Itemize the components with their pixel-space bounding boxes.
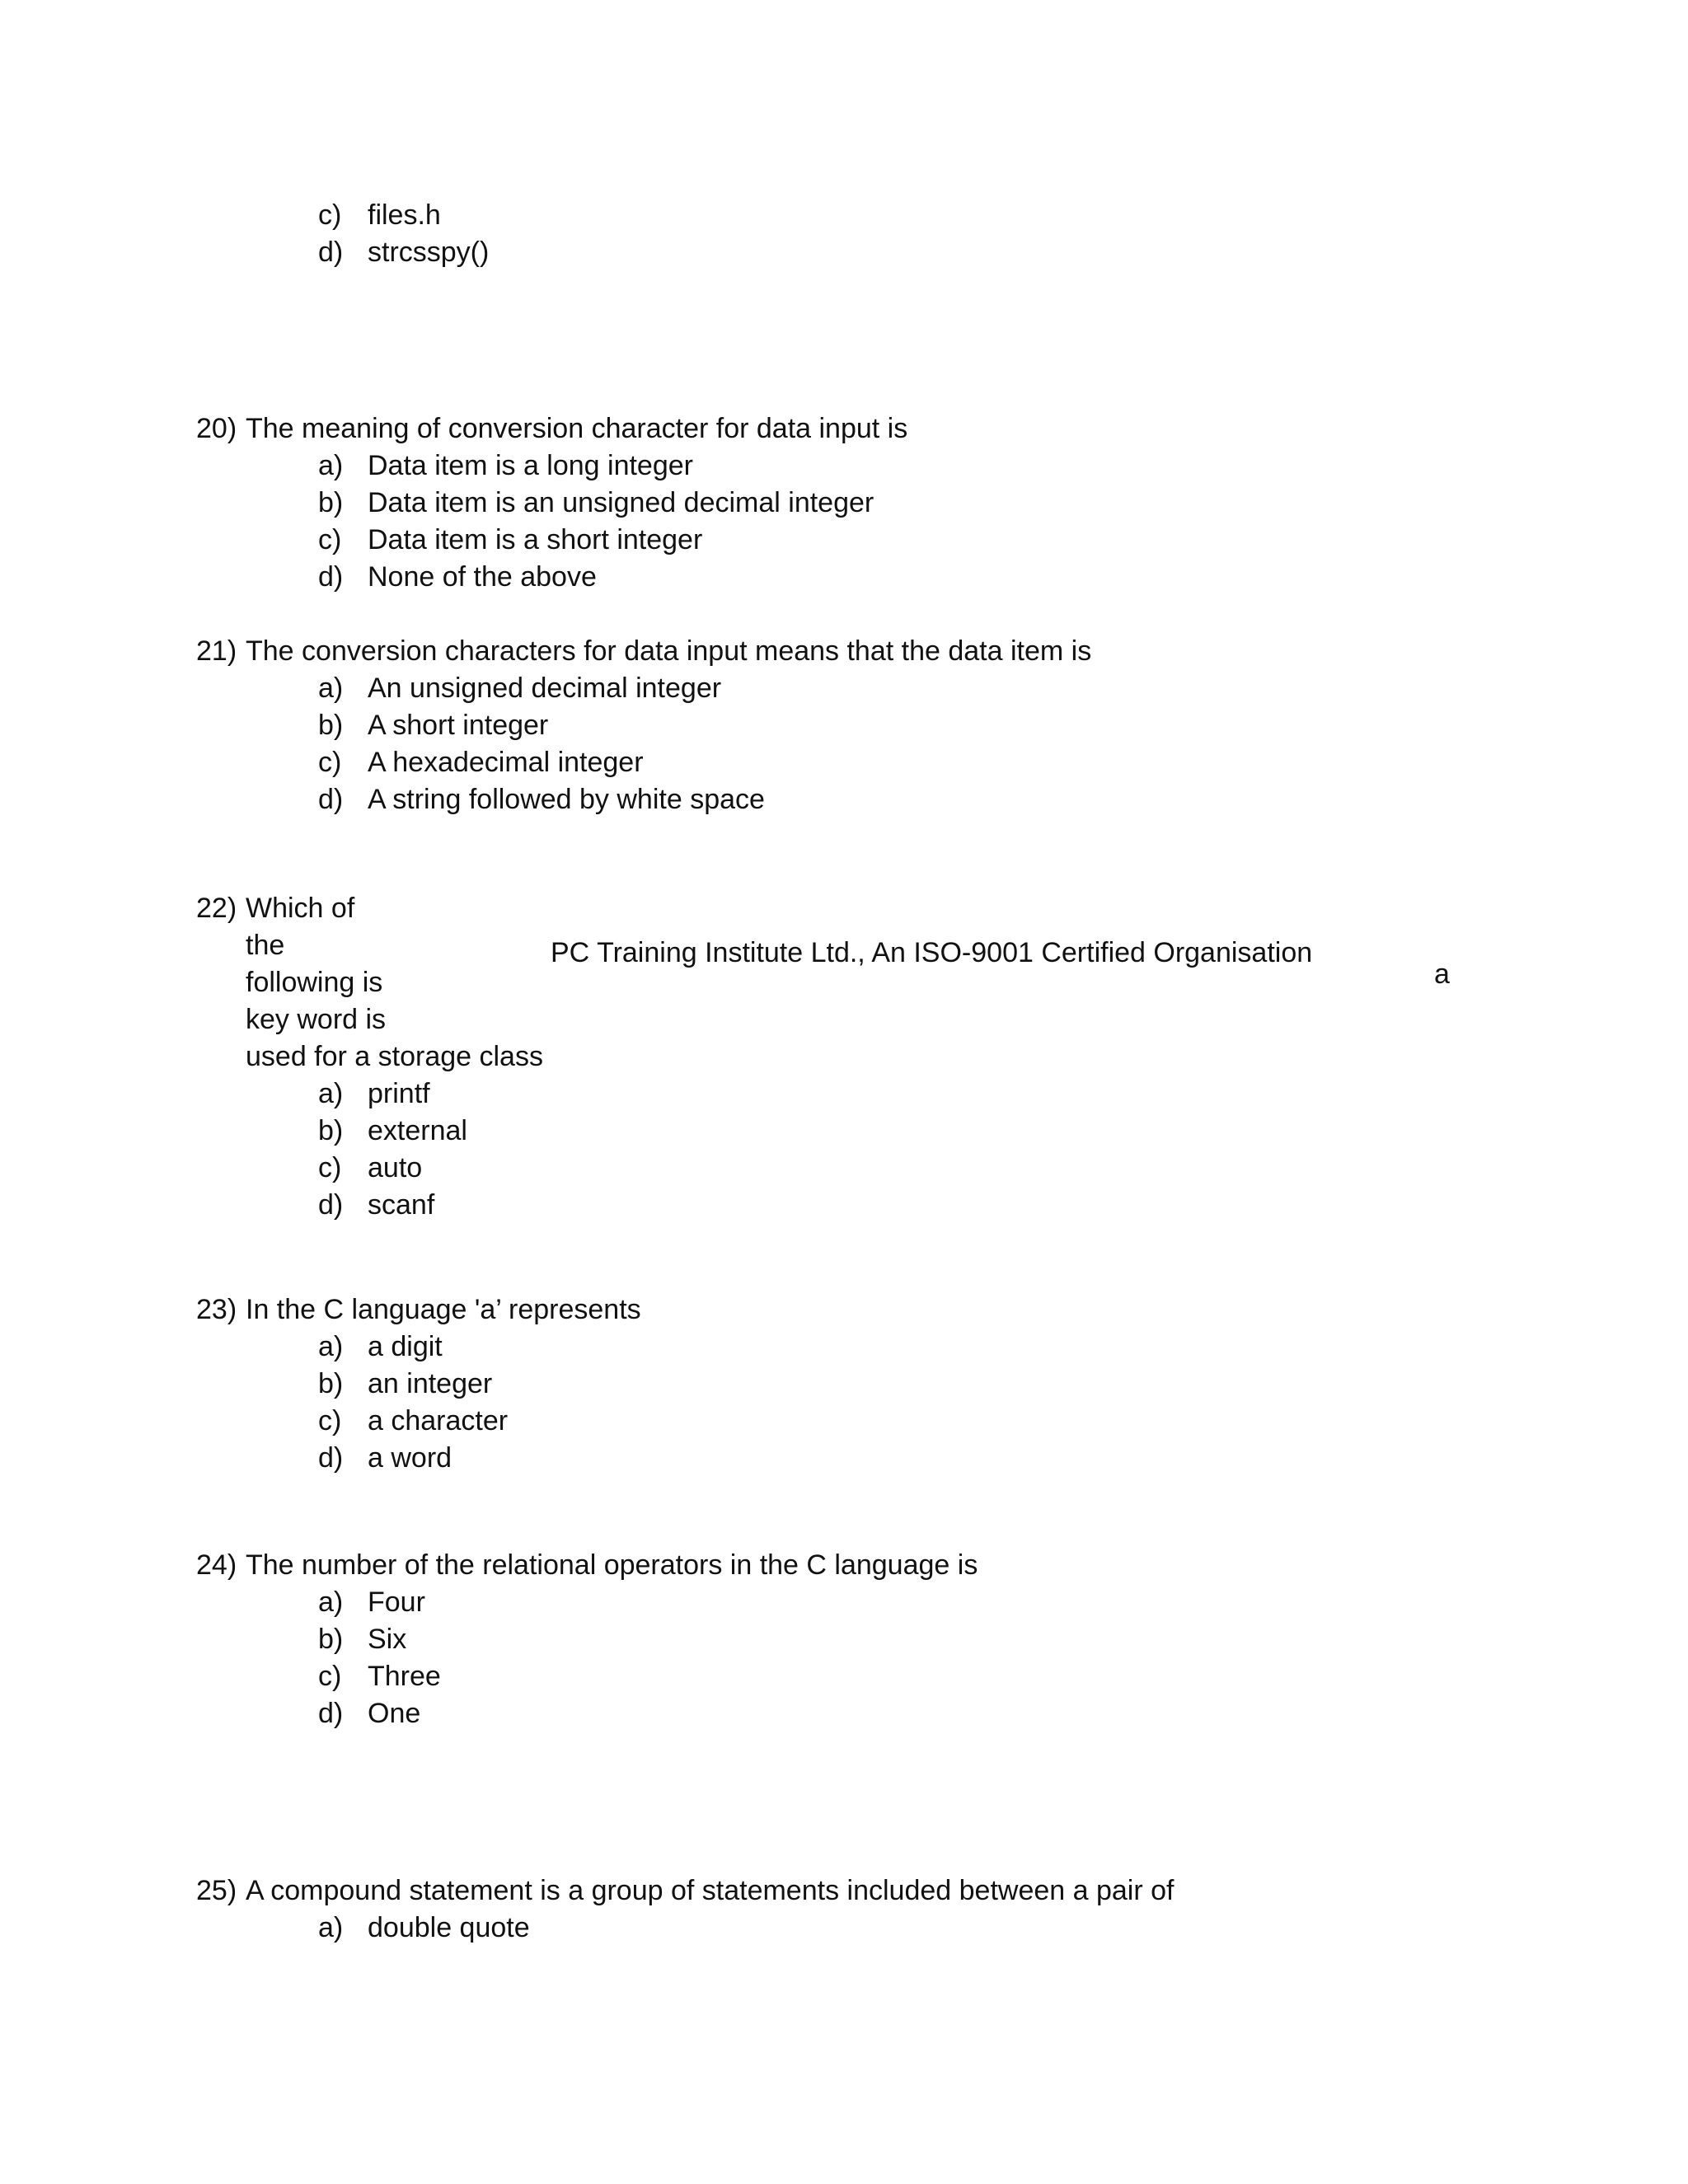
option-row <box>0 670 1688 707</box>
option-row <box>0 559 1688 596</box>
question-number: 23) <box>196 1294 237 1325</box>
option-label: b) <box>318 1115 344 1146</box>
option-row <box>0 234 1688 271</box>
option-row <box>0 197 1688 234</box>
option-label: a) <box>318 1331 344 1362</box>
option-text: a word <box>368 1442 452 1474</box>
option-row <box>0 1366 1688 1403</box>
option-label: b) <box>318 710 344 741</box>
option-label: c) <box>318 524 342 555</box>
question-25 <box>0 1872 1688 1947</box>
question-number: 25) <box>196 1875 237 1906</box>
question-text: The meaning of conversion character for data input is <box>246 413 908 444</box>
option-text: auto <box>368 1152 423 1183</box>
option-row <box>0 448 1688 485</box>
question-text-line: the <box>246 930 285 961</box>
question-line <box>0 1001 1688 1038</box>
option-row <box>0 1076 1688 1113</box>
question-text: The conversion characters for data input means that the data item is <box>246 635 1092 667</box>
option-label: a) <box>318 450 344 481</box>
option-text: A short integer <box>368 710 549 741</box>
question-text: The number of the relational operators in the C language is <box>246 1549 978 1581</box>
option-text: A hexadecimal integer <box>368 747 644 778</box>
question-line <box>0 410 1688 448</box>
question-20 <box>0 410 1688 596</box>
option-row <box>0 1695 1688 1732</box>
question-text: A compound statement is a group of statements included between a pair of <box>246 1875 1175 1906</box>
option-text: files.h <box>368 199 441 231</box>
option-label: b) <box>318 487 344 518</box>
option-row <box>0 1910 1688 1947</box>
option-text: One <box>368 1698 421 1729</box>
option-text: double quote <box>368 1912 530 1943</box>
question-text-line: used for a storage class <box>246 1041 543 1072</box>
option-row <box>0 1150 1688 1187</box>
option-row <box>0 744 1688 781</box>
option-row <box>0 1187 1688 1224</box>
option-text: a character <box>368 1405 509 1436</box>
option-text: Six <box>368 1624 407 1655</box>
question-line <box>0 1872 1688 1910</box>
option-label: a) <box>318 1078 344 1109</box>
footer-organisation-text: PC Training Institute Ltd., An ISO-9001 Certified Organisation <box>551 937 1313 968</box>
option-label: d) <box>318 1698 344 1729</box>
option-text: external <box>368 1115 467 1146</box>
option-text: Four <box>368 1586 425 1618</box>
option-text: An unsigned decimal integer <box>368 673 722 704</box>
question-line <box>0 890 1688 927</box>
option-label: c) <box>318 1152 342 1183</box>
option-row <box>0 1329 1688 1366</box>
option-label: c) <box>318 199 342 231</box>
option-text: a digit <box>368 1331 443 1362</box>
option-label: a) <box>318 673 344 704</box>
option-row <box>0 1403 1688 1440</box>
question-line <box>0 1547 1688 1584</box>
option-text: Three <box>368 1661 441 1692</box>
option-row <box>0 1621 1688 1658</box>
question-text-line: key word is <box>246 1004 387 1035</box>
option-text: Data item is a short integer <box>368 524 703 555</box>
option-text: None of the above <box>368 561 597 593</box>
option-row <box>0 522 1688 559</box>
option-label: b) <box>318 1368 344 1399</box>
footer-stray-char: a <box>1434 958 1450 990</box>
option-label: d) <box>318 1189 344 1221</box>
question-line <box>0 1038 1688 1076</box>
option-label: d) <box>318 784 344 815</box>
question-23 <box>0 1291 1688 1477</box>
question-number: 24) <box>196 1549 237 1581</box>
option-text: an integer <box>368 1368 493 1399</box>
question-line <box>0 633 1688 670</box>
option-text: strcsspy() <box>368 237 490 268</box>
option-label: a) <box>318 1586 344 1618</box>
option-label: d) <box>318 1442 344 1474</box>
option-label: c) <box>318 747 342 778</box>
question-number: 20) <box>196 413 237 444</box>
question-line <box>0 1291 1688 1329</box>
option-text: Data item is a long integer <box>368 450 693 481</box>
question-text-line: following is <box>246 967 383 998</box>
option-row <box>0 1113 1688 1150</box>
option-label: a) <box>318 1912 344 1943</box>
option-label: c) <box>318 1661 342 1692</box>
option-label: b) <box>318 1624 344 1655</box>
option-text: A string followed by white space <box>368 784 765 815</box>
option-row <box>0 781 1688 818</box>
option-label: c) <box>318 1405 342 1436</box>
option-label: d) <box>318 237 344 268</box>
option-row <box>0 485 1688 522</box>
option-row <box>0 1658 1688 1695</box>
option-text: scanf <box>368 1189 435 1221</box>
option-label: d) <box>318 561 344 593</box>
option-row <box>0 1584 1688 1621</box>
option-text: Data item is an unsigned decimal integer <box>368 487 874 518</box>
fragment-options <box>0 197 1688 271</box>
question-number: 22) <box>196 893 237 924</box>
option-row <box>0 1440 1688 1477</box>
option-text: printf <box>368 1078 430 1109</box>
option-row <box>0 707 1688 744</box>
question-21 <box>0 633 1688 818</box>
question-text-line: Which of <box>246 893 355 924</box>
question-24 <box>0 1547 1688 1732</box>
question-number: 21) <box>196 635 237 667</box>
question-text: In the C language 'a’ represents <box>246 1294 641 1325</box>
